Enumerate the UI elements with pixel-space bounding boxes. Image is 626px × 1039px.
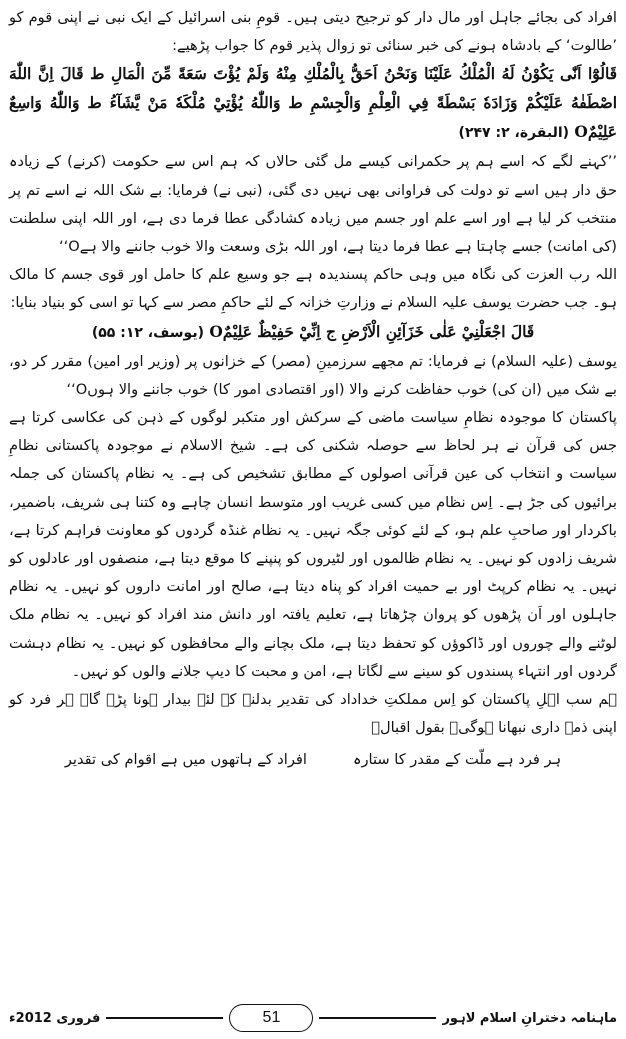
footer-issue-date: فروری 2012ء [9, 1010, 101, 1026]
page-footer [9, 1003, 617, 1033]
arabic-text-yusuf: قَالَ اجْعَلْنِيْ عَلٰى خَزَآئِنِ الْاَرْضِ ج اِنِّيْ حَفِيْظٌ عَلِيْمٌO [209, 322, 535, 341]
verse-reference-baqarah: (البقرة، ۲: ۲۴۷) [458, 125, 570, 142]
paragraph-conclusion: ہم سب اہلِ پاکستان کو اِس مملکتِ خداداد کی تقدیر بدلنے کے لئے بیدار ہونا پڑے گا۔ ہر فرد کو اپنی ذمہ داری نبھانا ہوگی۔ بقول اقبالؒ [9, 691, 617, 737]
paragraph-political-system: پاکستان کا موجودہ نظامِ سیاست ماضی کے سرکش اور متکبر لوگوں کے ذہن کی عکاسی کرتا ہے جس کی قرآن نے ہر لحاظ سے حوصلہ شکنی کی ہے۔ شیخ الاسلام نے موجودہ پاکستانی نظامِ سیاست و انتخاب کی عین قرآنی اصولوں کے مطابق تشخیص کی ہے۔ یہ نظام پاکستان کی جملہ برائیوں کی جڑ ہے۔ اِس نظام میں کسی غریب اور متوسط انسان چاہے وہ کتنا ہی شریف، باضمیر، باکردار اور صاحبِ علم ہو، کے لئے کوئی جگہ نہیں۔ یہ نظام غنڈہ گردوں کو معاونت فراہم کرتا ہے، شریف زادوں کو نہیں۔ یہ نظام ظالموں اور لٹیروں کو پنپنے کا موقع دیتا ہے، منصفوں اور عادلوں کو نہیں۔ یہ نظام کرپٹ اور بے حمیت افراد کو پناہ دیتا ہے، صالح اور امانت داروں کو نہیں۔ یہ نظام جاہلوں اور اَن پڑھوں کو پروان چڑھاتا ہے، تعلیم یافتہ اور دانش مند افراد کو نہیں۔ یہ نظام ملک لوٹنے والے چوروں اور ڈاکوؤں کو تحفظ دیتا ہے، ملک بچانے والے محافظوں کو نہیں۔ یہ نظام دہشت گردوں اور انتہاء پسندوں کو سینے سے لگاتا ہے، امن و محبت کا دیپ جلانے والوں کو نہیں۔ [9, 409, 617, 680]
verse-reference-yusuf: (یوسف، ۱۲: ۵۵) [91, 324, 204, 341]
footer-magazine-name: ماہنامہ دخترانِ اسلام لاہور [442, 1010, 617, 1026]
couplet-line-1: افراد کے ہاتھوں میں ہے اقوام کی تقدیر [64, 751, 307, 769]
paragraph-intro: افراد کی بجائے جاہل اور مال دار کو ترجیح دیتی ہیں۔ قومِ بنی اسرائیل کے ایک نبی نے اپنی قوم کو ’طالوت‘ کے بادشاہ ہونے کی خبر سنائی تو زوال پذیر قوم کا جواب پڑھیے: [9, 9, 617, 55]
page-number-badge: 51 [229, 1004, 313, 1032]
quran-verse-baqarah [9, 60, 617, 148]
paragraph-hakim: اللہ رب العزت کی نگاہ میں وہی حاکم پسندیدہ ہے جو وسیع علم کا حامل اور قوی جسم کا مالک ہو۔ جب حضرت یوسف علیہ السلام نے وزارتِ خزانہ کے لئے حاکمِ مصر سے کہا تو اسی کو بنیاد بنایا: [9, 266, 617, 312]
footer-rule-left [106, 1017, 223, 1019]
arabic-text-baqarah: قَالُوْٓا اَنّٰى يَكُوْنُ لَهُ الْمُلْكُ عَلَيْنَا وَنَحْنُ اَحَقُّ بِالْمُلْكِ مِنْهُ وَلَمْ يُؤْتَ سَعَةً مِّنَ الْمَالِ ط قَالَ اِنَّ اللّٰهَ اصْطَفٰهُ عَلَيْكُمْ وَزَادَهٗ بَسْطَةً فِي الْعِلْمِ وَالْجِسْمِ ط وَاللّٰهُ يُؤْتِيْ مُلْكَهٗ مَنْ يَّشَآءُ ط وَاللّٰهُ وَاسِعٌ عَلِيْمٌO [9, 65, 617, 142]
paragraph-translation-baqarah: ’’کہنے لگے کہ اسے ہم پر حکمرانی کیسے مل گئی حالاں کہ ہم اس سے حکومت (کرنے) کے زیادہ حق دار ہیں اسے تو دولت کی فراوانی بھی نہیں دی گئی، (نبی نے) فرمایا: بے شک اللہ نے اسے تم پر منتخب کر لیا ہے اور اسے علم اور جسم میں زیادہ کشادگی عطا فرما دی ہے، اور اللہ اپنی سلطنت (کی امانت) جسے چاہتا ہے عطا فرما دیتا ہے، اور اللہ بڑی وسعت والا خوب جاننے والا ہےO‘‘ [9, 153, 617, 256]
quran-verse-yusuf [9, 318, 617, 348]
iqbal-couplet [9, 746, 617, 774]
paragraph-translation-yusuf: یوسف (علیہ السلام) نے فرمایا: تم مجھے سرزمینِ (مصر) کے خزانوں پر (وزیر اور امین) مقرر کر دو، بے شک میں (ان کی) خوب حفاظت کرنے والا (اور اقتصادی امور کا) خوب جاننے والا ہوںO‘‘ [9, 352, 617, 398]
couplet-line-2: ہر فرد ہے ملّت کے مقدر کا ستارہ [352, 751, 562, 769]
footer-rule-right [319, 1017, 436, 1019]
article-body [9, 4, 617, 774]
